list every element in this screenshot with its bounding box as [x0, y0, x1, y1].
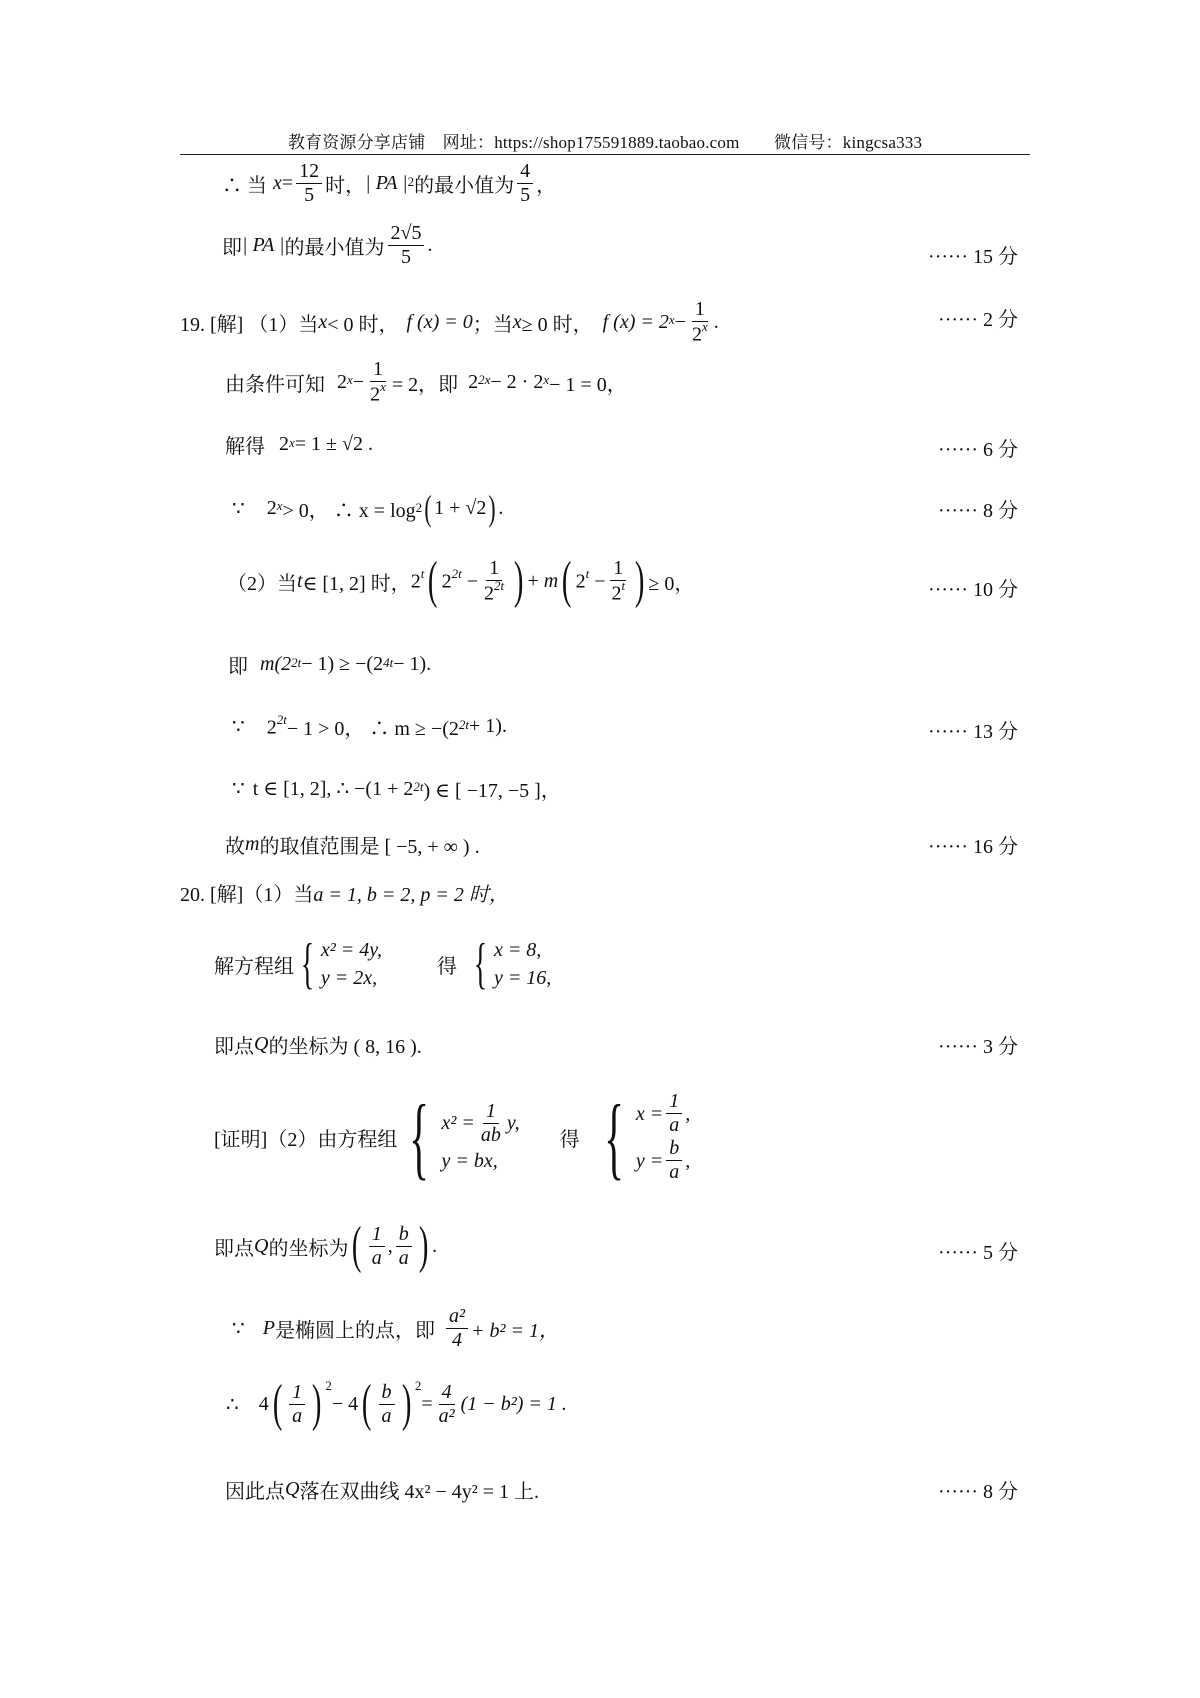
score-marker: ······ 5 分	[938, 1242, 1018, 1264]
text: 得	[437, 955, 458, 978]
text: −	[352, 370, 365, 393]
paren: )	[488, 488, 497, 528]
text: ≥ 0，	[648, 572, 695, 595]
brace: {	[603, 1086, 624, 1188]
fraction	[666, 1137, 682, 1184]
text: 的最小值为	[284, 237, 385, 259]
text: 的坐标为 ( 8, 16 ).	[268, 1036, 422, 1058]
denominator: a	[381, 1404, 392, 1427]
text: ∈ [1, 2] 时，	[302, 572, 411, 595]
text: x² =	[441, 1112, 475, 1134]
paren: (	[272, 1375, 283, 1432]
score-marker: ······ 10 分	[928, 579, 1018, 601]
p20-system-1	[214, 928, 551, 1000]
denominator: 2$^t$	[611, 577, 626, 605]
paren: )	[311, 1375, 322, 1432]
p19-line-9	[225, 830, 480, 859]
math: m(2	[260, 653, 292, 675]
math: (1 − b²) = 1 .	[460, 1392, 567, 1415]
text: − 4	[331, 1392, 359, 1415]
paren: (	[352, 1217, 362, 1274]
var-m: m	[245, 833, 260, 855]
base: 2	[337, 370, 347, 393]
base: 2	[266, 496, 277, 519]
text: 1 + √2	[434, 496, 487, 519]
text: 得	[559, 1128, 580, 1151]
p20-line-q	[214, 1030, 422, 1059]
exponent: x	[380, 379, 386, 394]
header-divider	[180, 154, 1030, 155]
score-marker: ······ 8 分	[938, 500, 1018, 522]
paren: )	[634, 552, 645, 609]
subscript: 2	[415, 500, 423, 515]
math: a = 1, b = 2, p = 2 时，	[313, 884, 509, 906]
text: [证明]（2）由方程组	[214, 1128, 398, 1151]
solution-system	[636, 1090, 690, 1184]
fraction	[689, 298, 711, 347]
text: ∵	[232, 778, 245, 800]
exponent: x	[543, 372, 550, 388]
base: 2	[370, 383, 381, 406]
equation-system	[442, 1100, 520, 1175]
math: 2$^t$	[410, 566, 425, 593]
text: ,	[685, 1102, 691, 1125]
text: ；当	[472, 313, 513, 336]
equation: y = bx,	[441, 1149, 498, 1172]
text: t ∈ [1, 2], ∴ −(1 + 2	[252, 778, 414, 800]
math: f (x) = 0	[406, 310, 473, 333]
p19-line-2	[225, 358, 627, 407]
text: ∵	[232, 497, 245, 520]
exponent: 2x	[478, 372, 491, 388]
denominator: 5	[400, 246, 411, 268]
text: ≥ 0 时，	[521, 313, 593, 336]
text: .	[427, 234, 433, 256]
numerator: 1	[610, 557, 626, 581]
p20-line-p	[232, 1305, 559, 1352]
text: =	[281, 172, 294, 194]
equation	[442, 1100, 520, 1147]
exponent: 2t	[413, 778, 424, 794]
exponent: x	[347, 372, 353, 388]
text: ∵	[232, 1318, 245, 1340]
p18-line-1	[222, 160, 556, 207]
solution-system	[494, 936, 551, 992]
math: $2^{2t}$ −	[441, 566, 479, 593]
text: 故	[225, 836, 245, 858]
paren: (	[428, 552, 438, 609]
exponent: 2t	[458, 716, 470, 732]
p19-line-4	[232, 490, 503, 526]
denominator: a	[669, 1161, 680, 1183]
fraction	[388, 222, 425, 269]
text: 即点	[214, 1237, 254, 1260]
paren: )	[514, 552, 524, 609]
exponent: 4t	[383, 654, 394, 670]
paren: )	[401, 1375, 411, 1432]
text: > 0， ∴ x = log	[282, 499, 416, 522]
fraction	[369, 1223, 385, 1270]
fraction	[666, 1090, 682, 1137]
p19-line-1	[180, 298, 719, 347]
fraction	[481, 557, 507, 606]
equation: y = 16,	[493, 967, 552, 989]
text: 解得	[225, 436, 265, 458]
brace: {	[473, 933, 488, 995]
brace: {	[409, 1086, 430, 1188]
text: < 0 时，	[327, 313, 399, 336]
p20-line-1	[180, 878, 509, 907]
denominator: a	[292, 1404, 303, 1427]
equation	[636, 1090, 690, 1137]
var-t: t	[297, 569, 303, 592]
text: 解方程组	[214, 955, 294, 978]
denominator	[367, 379, 389, 407]
denominator: $2^{2t}$	[484, 577, 505, 605]
exponent: 2t	[291, 654, 302, 670]
fraction	[478, 1100, 504, 1147]
fraction	[296, 160, 322, 207]
text: ∴ 当	[222, 175, 267, 197]
text: y =	[635, 1149, 664, 1172]
p20-line-q2	[214, 1217, 438, 1274]
base: 2	[691, 323, 702, 346]
var-pa: | PA |	[242, 234, 285, 256]
numerator: 1	[369, 1223, 385, 1247]
equation: x² = 4y,	[320, 939, 383, 961]
numerator: 1	[483, 1100, 499, 1124]
p19-line-8	[232, 774, 561, 803]
text: ) ∈ [ −17, −5 ]，	[423, 780, 561, 802]
fraction	[436, 1381, 458, 1428]
text: .	[432, 1234, 438, 1257]
p19-line-7	[232, 712, 507, 741]
p19-line-6	[228, 650, 431, 679]
exponent: x	[668, 312, 675, 328]
score-marker: ······ 16 分	[928, 836, 1018, 858]
p19-line-5	[227, 552, 695, 609]
numerator: 4	[517, 160, 533, 184]
text: ∴	[226, 1393, 239, 1416]
text: 的最小值为	[414, 175, 515, 197]
var-q: Q	[285, 1478, 300, 1500]
denominator: ab	[480, 1123, 501, 1146]
text: 19. [解] （1）当	[180, 313, 319, 336]
text: + 1).	[469, 715, 507, 737]
numerator: a²	[446, 1305, 468, 1329]
exponent: 2	[325, 1378, 332, 1393]
equation: x = 8,	[493, 939, 542, 961]
numerator: 1	[289, 1381, 305, 1405]
var-x: x	[318, 310, 328, 333]
text: −	[674, 310, 686, 333]
text: ,	[685, 1149, 691, 1172]
fraction	[446, 1305, 468, 1352]
comma: ,	[387, 1234, 393, 1257]
base: 2	[279, 433, 289, 455]
p20-line-final	[225, 1475, 539, 1504]
text: − 1).	[393, 653, 432, 675]
text: 的坐标为	[268, 1237, 349, 1260]
text: =	[421, 1392, 433, 1415]
math: + m	[527, 569, 559, 592]
text: − 1) ≥ −(2	[301, 653, 384, 675]
text: ，	[536, 175, 557, 197]
denominator: 5	[304, 184, 315, 206]
var-x: x	[512, 310, 522, 333]
denominator: a	[398, 1246, 409, 1269]
numerator: 2√5	[388, 222, 425, 246]
score-marker: ······ 13 分	[928, 721, 1018, 743]
text: 由条件可知	[225, 373, 325, 396]
paren: (	[424, 488, 432, 528]
brace: {	[300, 933, 315, 995]
numerator: 4	[439, 1381, 455, 1405]
page-header: 教育资源分享店铺 网址：https://shop175591889.taobao.com 微信号：kingcsa333	[287, 133, 923, 152]
exponent: x	[701, 319, 708, 334]
text: = 2，即	[391, 373, 459, 396]
exponent: x	[276, 498, 283, 513]
equation	[636, 1137, 690, 1184]
text: 因此点	[225, 1481, 285, 1503]
math: $2^t$ −	[575, 566, 606, 593]
p20-system-2	[214, 1082, 690, 1192]
score-marker: ······ 2 分	[938, 309, 1018, 331]
text: （2）当	[227, 572, 297, 595]
text: 是椭圆上的点，即	[274, 1320, 435, 1342]
text: = 1 ± √2 .	[294, 433, 374, 455]
denominator: 4	[451, 1329, 462, 1351]
score-marker: ······ 3 分	[938, 1036, 1018, 1058]
fraction	[367, 358, 389, 407]
text: 落在双曲线 4x² − 4y² = 1 上.	[299, 1481, 540, 1503]
text: 即	[228, 656, 248, 678]
text: .	[713, 310, 719, 333]
fraction	[608, 557, 628, 606]
exponent: x	[289, 434, 295, 450]
denominator: a²	[438, 1404, 455, 1427]
p18-line-2	[222, 222, 432, 269]
text: x =	[635, 1102, 664, 1125]
equation: y = 2x,	[320, 967, 378, 989]
var-pa: | PA |	[365, 172, 408, 194]
text: 20. [解]（1）当	[180, 884, 314, 906]
equation-system	[321, 936, 382, 992]
var-x: x	[273, 172, 282, 194]
fraction	[517, 160, 533, 207]
paren: (	[362, 1375, 372, 1432]
numerator: 1	[370, 358, 386, 382]
text: 即点	[214, 1036, 254, 1058]
p19-line-3	[225, 430, 373, 459]
p20-line-calc	[226, 1375, 567, 1432]
denominator: a	[669, 1114, 680, 1136]
denominator	[689, 319, 711, 347]
math: f (x) = 2	[602, 310, 669, 333]
text: y,	[506, 1112, 520, 1134]
text: 即	[222, 237, 242, 259]
denominator: 5	[520, 184, 531, 206]
text: − 1 > 0， ∴ m ≥ −(2	[286, 718, 459, 740]
text: 4	[258, 1392, 269, 1415]
numerator: 1	[692, 298, 708, 322]
exponent: 2	[407, 173, 415, 189]
var-p: P	[262, 1317, 275, 1339]
paren: )	[418, 1217, 429, 1274]
var-q: Q	[254, 1234, 269, 1257]
numerator: b	[666, 1137, 682, 1161]
exponent: 2	[414, 1378, 422, 1393]
fraction	[289, 1381, 305, 1428]
base: 2	[468, 370, 479, 393]
text: ∵	[232, 716, 245, 738]
numerator: 1	[666, 1090, 682, 1114]
text: .	[498, 496, 504, 519]
numerator: 12	[296, 160, 322, 184]
text: − 1 = 0，	[549, 373, 627, 396]
text: − 2 · 2	[490, 370, 544, 393]
numerator: b	[379, 1381, 395, 1405]
text: 时，	[325, 175, 366, 197]
var-q: Q	[254, 1033, 269, 1055]
score-marker: ······ 6 分	[938, 439, 1018, 461]
score-marker: ······ 8 分	[938, 1481, 1018, 1503]
paren: (	[562, 552, 572, 609]
text: 的取值范围是 [ −5, + ∞ ) .	[259, 836, 480, 858]
math: + b² = 1，	[470, 1320, 559, 1342]
numerator: b	[396, 1223, 412, 1247]
fraction	[379, 1381, 395, 1428]
numerator: 1	[486, 557, 502, 581]
math: $2^{2t}$	[266, 711, 287, 739]
fraction	[396, 1223, 412, 1270]
denominator: a	[371, 1246, 382, 1269]
score-marker: ······ 15 分	[928, 246, 1018, 268]
